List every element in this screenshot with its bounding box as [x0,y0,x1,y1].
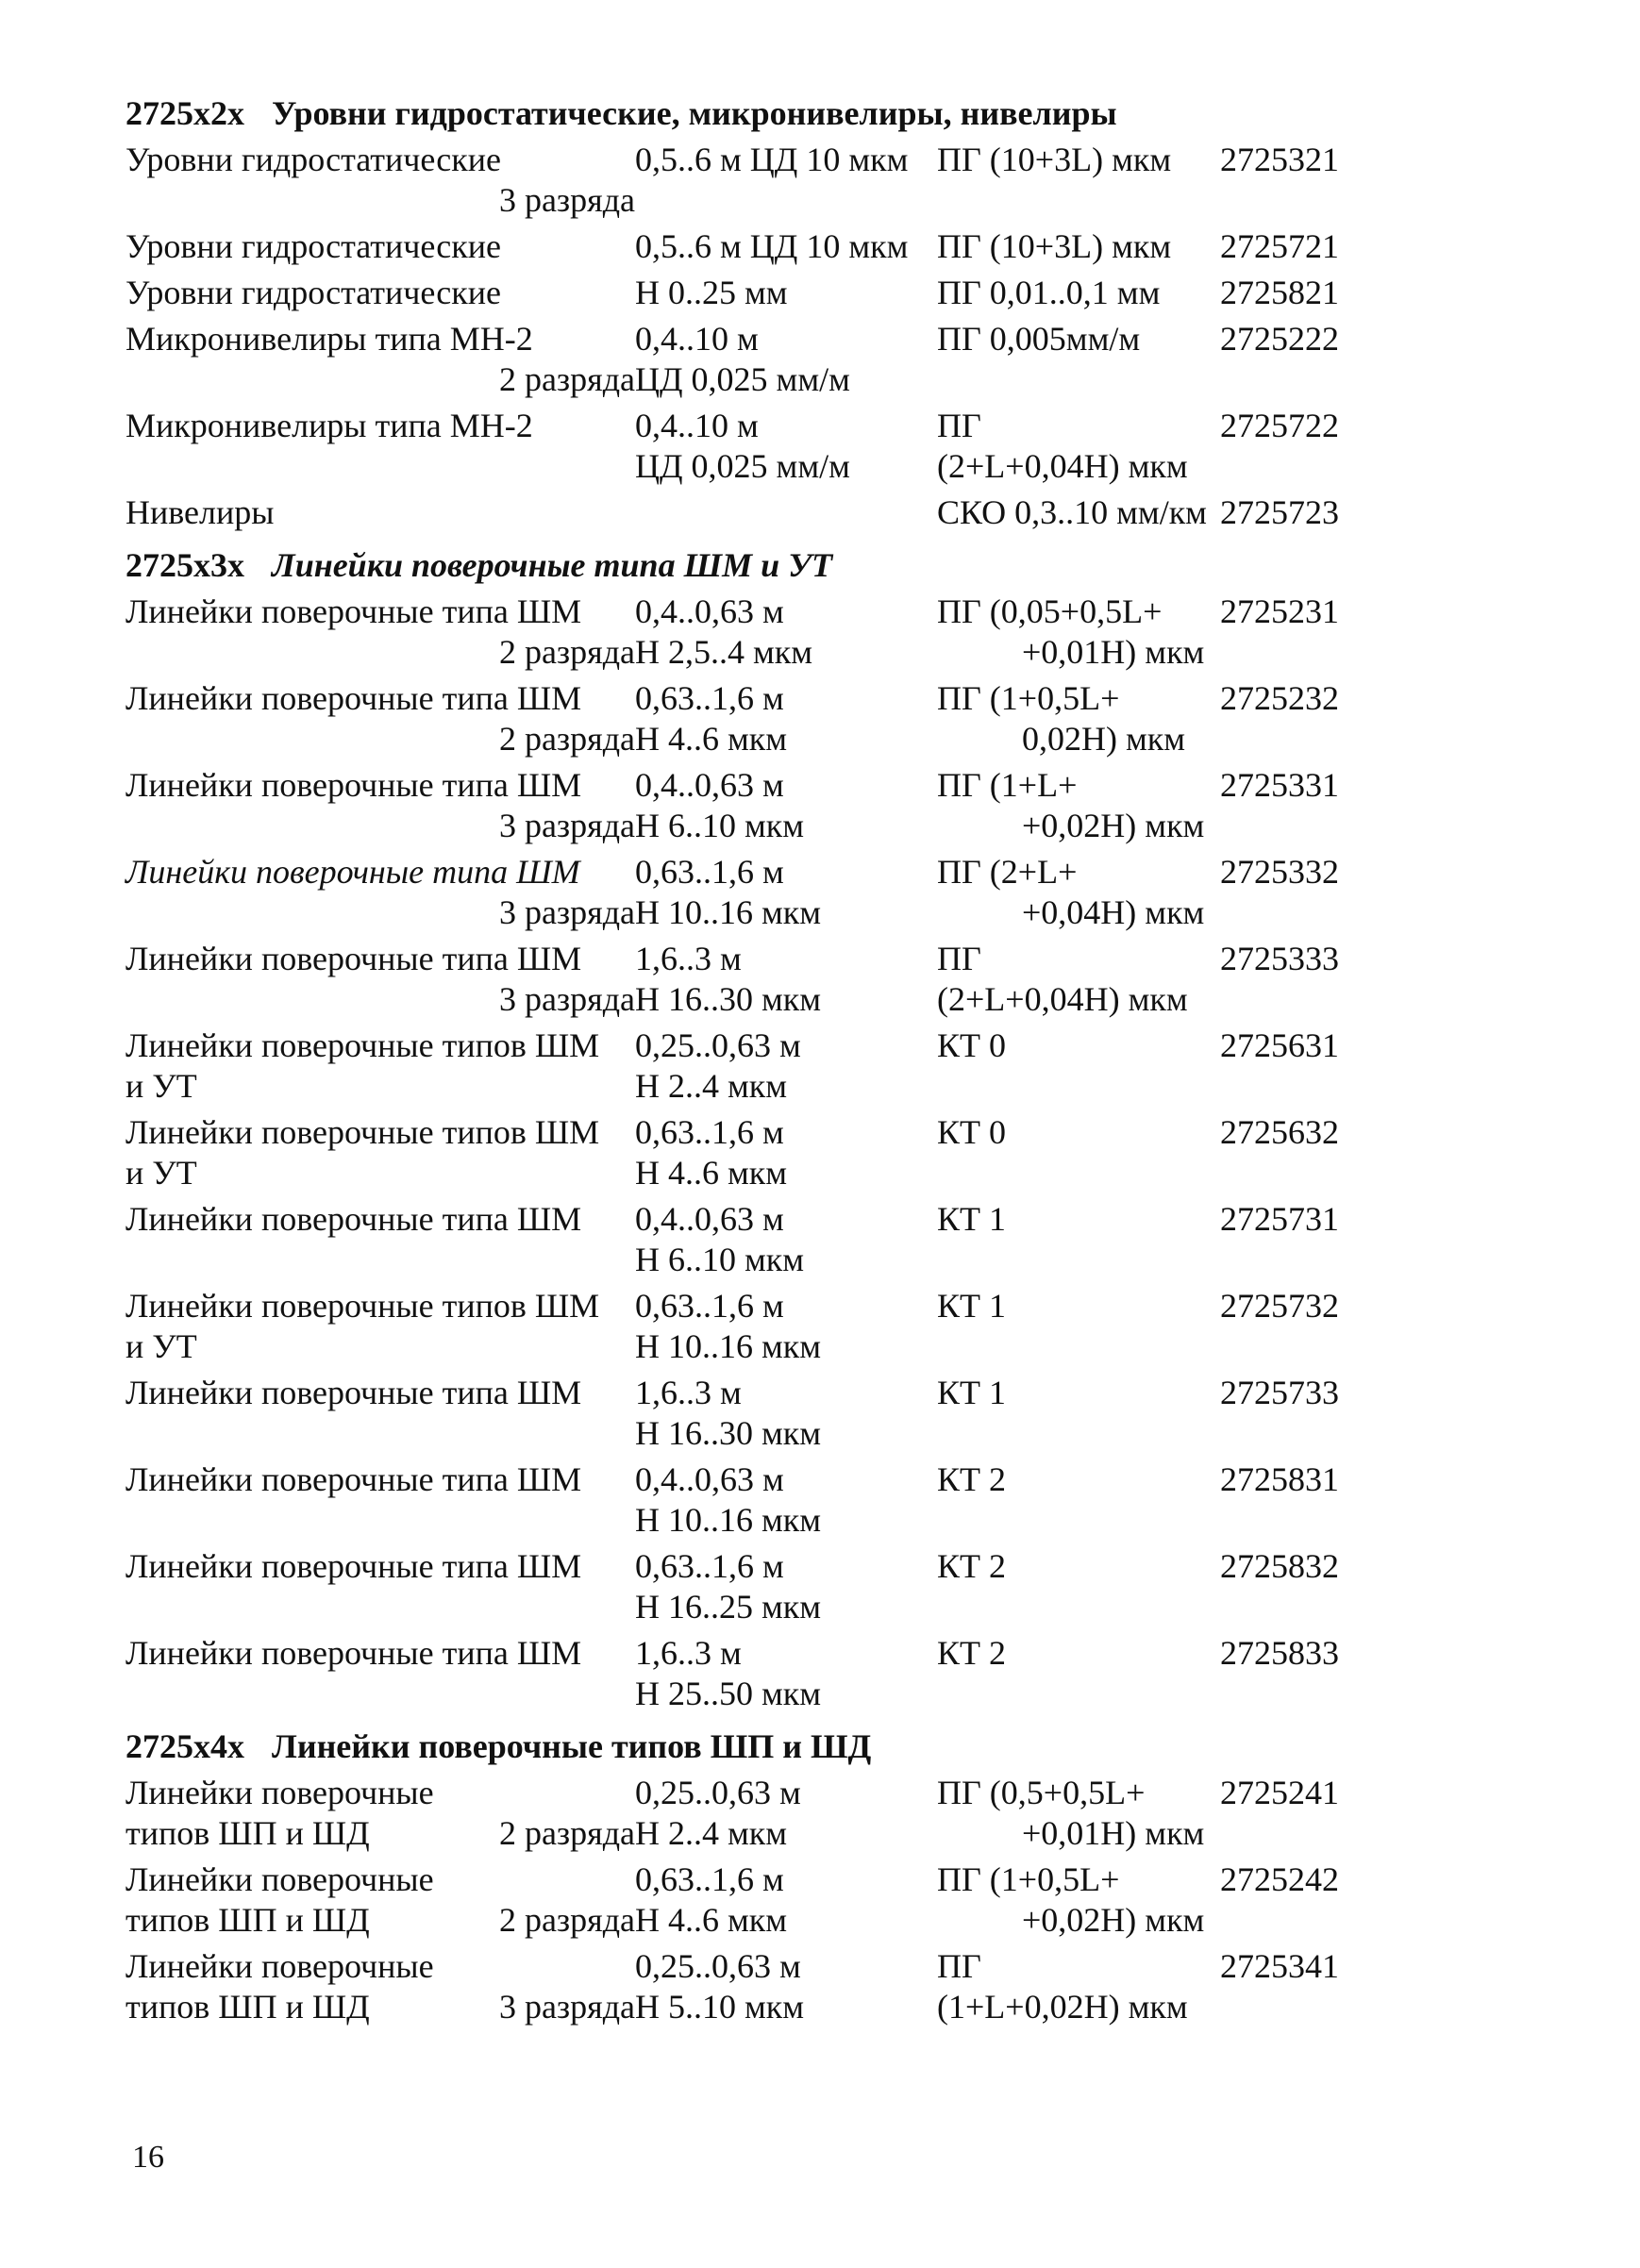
item-name-line [126,1946,635,1987]
item-name-line [126,226,635,267]
item-name-cell [126,1946,635,2027]
item-name: Уровни гидростатические [126,274,501,311]
page-number: 16 [132,2140,164,2175]
item-accuracy: ПГ [937,407,981,444]
item-rank: 2 разряда [498,633,635,671]
item-accuracy: ПГ (1+L+ [937,766,1078,804]
item-rank: и УТ [126,1067,197,1105]
item-rank: 3 разряда [498,807,635,844]
item-range: 0,25..0,63 м [635,1774,801,1811]
item-rank: 2 разряда [498,1901,635,1939]
item-accuracy-cell [937,140,1220,221]
item-rank: 2 разряда [498,1814,635,1852]
item-accuracy: ПГ 0,005мм/м [937,320,1141,358]
item-name-line [126,1459,635,1500]
item-name-line [126,592,635,632]
item-range-cell [635,1199,937,1280]
item-accuracy: КТ 0 [937,1026,1007,1064]
item-code: 2725242 [1220,1860,1339,1898]
item-range: Н 10..16 мкм [635,1327,822,1365]
item-name-cell [126,1546,635,1627]
list-item [126,1026,1381,1107]
item-name: Нивелиры [126,493,275,531]
item-code: 2725821 [1220,274,1339,311]
item-rank: и УТ [126,1327,197,1365]
item-name-cell [126,406,635,487]
list-item [126,852,1381,933]
item-code: 2725331 [1220,766,1339,804]
item-name: Линейки поверочные типа ШМ [126,853,580,891]
list-item [126,1946,1381,2027]
item-accuracy: ПГ [937,940,981,977]
item-accuracy: +0,01Н) мкм [1022,1814,1205,1852]
item-name: Линейки поверочные типов ШМ [126,1113,600,1151]
item-range-cell [635,1373,937,1454]
item-accuracy-cell [937,1199,1220,1280]
item-name: Линейки поверочные типа ШМ [126,1634,582,1672]
item-name-line [126,1112,635,1153]
item-range: 1,6..3 м [635,940,742,977]
item-accuracy-cell [937,1459,1220,1541]
item-name-cell [126,1026,635,1107]
section-code: 2725x2x [126,94,244,132]
list-item [126,1199,1381,1280]
item-rank: 3 разряда [498,893,635,931]
section-title [126,539,1381,592]
item-name-cell [126,852,635,933]
item-name-line [126,140,635,180]
item-name: Микронивелиры типа МН-2 [126,320,533,358]
item-range: Н 10..16 мкм [635,893,822,931]
item-accuracy: СКО 0,3..10 мм/км [937,493,1207,531]
list-item [126,319,1381,400]
item-code: 2725631 [1220,1026,1339,1064]
item-range: 0,63..1,6 м [635,853,784,891]
item-code: 2725232 [1220,679,1339,717]
item-name: Линейки поверочные типа ШМ [126,679,582,717]
item-code: 2725731 [1220,1200,1339,1238]
item-name-cell [126,140,635,221]
item-rank: и УТ [126,1154,197,1192]
item-range-cell [635,1459,937,1541]
list-item [126,492,1381,533]
item-range-cell [635,1026,937,1107]
item-range-cell [635,592,937,673]
item-range: Н 16..30 мкм [635,1414,822,1452]
list-item [126,939,1381,1020]
item-accuracy-cell [937,226,1220,267]
item-code: 2725832 [1220,1547,1339,1585]
item-range: 0,63..1,6 м [635,679,784,717]
item-name: Линейки поверочные [126,1947,434,1985]
item-name-line [126,852,635,892]
item-range: Н 10..16 мкм [635,1501,822,1539]
item-range: Н 4..6 мкм [635,720,788,758]
item-name-line [126,273,635,313]
item-range: 0,5..6 м ЦД 10 мкм [635,141,909,178]
item-name-cell [126,319,635,400]
item-range: 0,4..0,63 м [635,592,784,630]
item-name-line [126,765,635,806]
item-range: Н 6..10 мкм [635,1241,805,1278]
item-name-line [126,678,635,719]
item-name-continued: типов ШП и ШД [126,1901,370,1939]
item-name-line [126,939,635,979]
item-name: Линейки поверочные типа ШМ [126,940,582,977]
item-range: 0,4..0,63 м [635,766,784,804]
item-range: Н 16..30 мкм [635,980,822,1018]
item-range: ЦД 0,025 мм/м [635,447,850,485]
item-accuracy: ПГ (10+3L) мкм [937,227,1172,265]
item-name-line [126,1773,635,1813]
item-range-cell [635,1633,937,1714]
item-range: Н 2..4 мкм [635,1814,788,1852]
item-accuracy-cell [937,1773,1220,1854]
list-item [126,1773,1381,1854]
item-accuracy-cell [937,1373,1220,1454]
item-range-cell [635,273,937,313]
section-code: 2725x4x [126,1727,244,1765]
item-accuracy: ПГ (10+3L) мкм [937,141,1172,178]
item-accuracy: +0,04Н) мкм [1022,893,1205,931]
item-name: Линейки поверочные типов ШМ [126,1287,600,1325]
list-item [126,1373,1381,1454]
item-code: 2725733 [1220,1374,1339,1411]
item-range-cell [635,1286,937,1367]
item-range-cell [635,1946,937,2027]
section-name: Уровни гидростатические, микронивелиры, нивелиры [272,94,1117,132]
item-accuracy: +0,02Н) мкм [1022,1901,1205,1939]
item-accuracy: КТ 1 [937,1287,1007,1325]
item-name: Микронивелиры типа МН-2 [126,407,533,444]
item-range-cell [635,140,937,221]
list-item [126,273,1381,313]
item-accuracy-cell [937,1859,1220,1941]
item-accuracy-cell [937,592,1220,673]
item-accuracy-cell [937,1026,1220,1107]
item-accuracy-cell [937,1633,1220,1714]
item-range: Н 2,5..4 мкм [635,633,813,671]
item-accuracy: +0,02Н) мкм [1022,807,1205,844]
item-range-cell [635,406,937,487]
item-accuracy-cell [937,1546,1220,1627]
item-range-cell [635,1112,937,1193]
item-accuracy-cell [937,1112,1220,1193]
item-accuracy: (2+L+0,04Н) мкм [937,447,1188,485]
item-name-line [126,1199,635,1240]
item-range: Н 0..25 мм [635,274,788,311]
item-accuracy-cell [937,939,1220,1020]
item-code: 2725632 [1220,1113,1339,1151]
item-range: 1,6..3 м [635,1374,742,1411]
item-code: 2725332 [1220,853,1339,891]
list-item [126,678,1381,759]
list-item [126,765,1381,846]
item-accuracy: (2+L+0,04Н) мкм [937,980,1188,1018]
item-accuracy-cell [937,406,1220,487]
item-range: 0,63..1,6 м [635,1860,784,1898]
item-name-line [126,1813,635,1854]
item-name-continued: типов ШП и ШД [126,1988,370,2026]
item-name: Линейки поверочные [126,1774,434,1811]
item-range-cell [635,319,937,400]
list-item [126,1459,1381,1541]
item-code: 2725222 [1220,320,1339,358]
item-name-line [126,1900,635,1941]
item-name-cell [126,1112,635,1193]
item-name-line [126,1373,635,1413]
item-accuracy: 0,02Н) мкм [1022,720,1186,758]
item-accuracy: ПГ (1+0,5L+ [937,1860,1120,1898]
item-accuracy-cell [937,273,1220,313]
item-range: Н 6..10 мкм [635,807,805,844]
item-accuracy-cell [937,765,1220,846]
item-code: 2725722 [1220,407,1339,444]
item-accuracy-cell [937,319,1220,400]
list-item [126,1633,1381,1714]
item-name: Линейки поверочные типов ШМ [126,1026,600,1064]
item-accuracy-cell [937,852,1220,933]
item-accuracy-cell [937,678,1220,759]
section-title [126,87,1381,140]
list-item [126,1112,1381,1193]
item-range-cell [635,678,937,759]
item-code: 2725723 [1220,493,1339,531]
item-name-line [126,1286,635,1326]
item-accuracy-cell [937,1946,1220,2027]
item-name-cell [126,678,635,759]
item-name-cell [126,1633,635,1714]
item-range: 0,4..0,63 м [635,1200,784,1238]
item-range: 0,63..1,6 м [635,1287,784,1325]
item-accuracy: КТ 2 [937,1460,1007,1498]
item-name-continued: типов ШП и ШД [126,1814,370,1852]
item-range: Н 5..10 мкм [635,1988,805,2026]
section-name: Линейки поверочные типов ШП и ШД [272,1727,872,1765]
item-name: Линейки поверочные типа ШМ [126,592,582,630]
item-range: 0,25..0,63 м [635,1947,801,1985]
item-code: 2725721 [1220,227,1339,265]
list-item [126,140,1381,221]
item-range-cell [635,1773,937,1854]
item-name-cell [126,1859,635,1941]
item-name: Линейки поверочные типа ШМ [126,766,582,804]
list-item [126,1286,1381,1367]
item-code: 2725833 [1220,1634,1339,1672]
item-name-cell [126,226,635,267]
list-item [126,1546,1381,1627]
item-name-line [126,406,635,446]
section-code: 2725x3x [126,546,244,584]
item-range: 0,63..1,6 м [635,1113,784,1151]
item-range-cell [635,1859,937,1941]
item-name-line [126,1633,635,1674]
item-name-line [126,1026,635,1066]
item-code: 2725241 [1220,1774,1339,1811]
item-name-cell [126,1773,635,1854]
item-range-cell [635,765,937,846]
item-accuracy: ПГ (2+L+ [937,853,1078,891]
list-item [126,406,1381,487]
item-accuracy: КТ 0 [937,1113,1007,1151]
item-name-line [126,1546,635,1587]
item-name: Линейки поверочные типа ШМ [126,1374,582,1411]
item-code: 2725341 [1220,1947,1339,1985]
item-name-cell [126,1199,635,1280]
list-item [126,592,1381,673]
item-accuracy: ПГ (1+0,5L+ [937,679,1120,717]
item-rank: 3 разряда [498,181,635,219]
item-name: Уровни гидростатические [126,227,501,265]
item-range: 1,6..3 м [635,1634,742,1672]
item-range: ЦД 0,025 мм/м [635,360,850,398]
item-code: 2725333 [1220,940,1339,977]
item-name-cell [126,1459,635,1541]
item-accuracy: КТ 1 [937,1200,1007,1238]
item-name-cell [126,273,635,313]
item-rank: 2 разряда [498,720,635,758]
item-accuracy: ПГ (0,5+0,5L+ [937,1774,1146,1811]
list-item [126,1859,1381,1941]
item-range-cell [635,939,937,1020]
item-range-cell [635,492,937,533]
item-name-cell [126,1373,635,1454]
item-accuracy-cell [937,1286,1220,1367]
item-name-line [126,492,635,533]
item-accuracy: (1+L+0,02Н) мкм [937,1988,1188,2026]
item-range: 0,25..0,63 м [635,1026,801,1064]
document-body [126,87,1381,2033]
item-range: 0,4..10 м [635,407,759,444]
item-accuracy: КТ 1 [937,1374,1007,1411]
section-title [126,1720,1381,1773]
item-accuracy: КТ 2 [937,1547,1007,1585]
item-name: Линейки поверочные типа ШМ [126,1460,582,1498]
item-accuracy: КТ 2 [937,1634,1007,1672]
item-range: 0,5..6 м ЦД 10 мкм [635,227,909,265]
item-name: Линейки поверочные типа ШМ [126,1547,582,1585]
item-name-line [126,319,635,359]
item-rank: 2 разряда [498,360,635,398]
item-accuracy: ПГ (0,05+0,5L+ [937,592,1163,630]
item-name-cell [126,939,635,1020]
item-range: Н 4..6 мкм [635,1154,788,1192]
item-range: 0,4..0,63 м [635,1460,784,1498]
item-accuracy: ПГ 0,01..0,1 мм [937,274,1161,311]
item-code: 2725321 [1220,141,1339,178]
item-name-cell [126,1286,635,1367]
item-name-cell [126,765,635,846]
item-rank: 3 разряда [498,980,635,1018]
list-item [126,226,1381,267]
item-name-line [126,1859,635,1900]
item-range: Н 16..25 мкм [635,1588,822,1626]
item-name: Уровни гидростатические [126,141,501,178]
item-accuracy: +0,01Н) мкм [1022,633,1205,671]
item-range-cell [635,852,937,933]
item-name: Линейки поверочные [126,1860,434,1898]
item-accuracy: ПГ [937,1947,981,1985]
item-range-cell [635,1546,937,1627]
item-name-cell [126,492,635,533]
item-range-cell [635,226,937,267]
item-range: 0,63..1,6 м [635,1547,784,1585]
item-name: Линейки поверочные типа ШМ [126,1200,582,1238]
item-range: Н 4..6 мкм [635,1901,788,1939]
item-rank: 3 разряда [498,1988,635,2026]
item-code: 2725732 [1220,1287,1339,1325]
item-range: 0,4..10 м [635,320,759,358]
item-name-cell [126,592,635,673]
section-name: Линейки поверочные типа ШМ и УТ [272,546,833,584]
item-code: 2725831 [1220,1460,1339,1498]
item-range: Н 2..4 мкм [635,1067,788,1105]
item-range: Н 25..50 мкм [635,1675,822,1712]
item-accuracy-cell [937,492,1220,533]
item-code: 2725231 [1220,592,1339,630]
item-name-line [126,1987,635,2027]
